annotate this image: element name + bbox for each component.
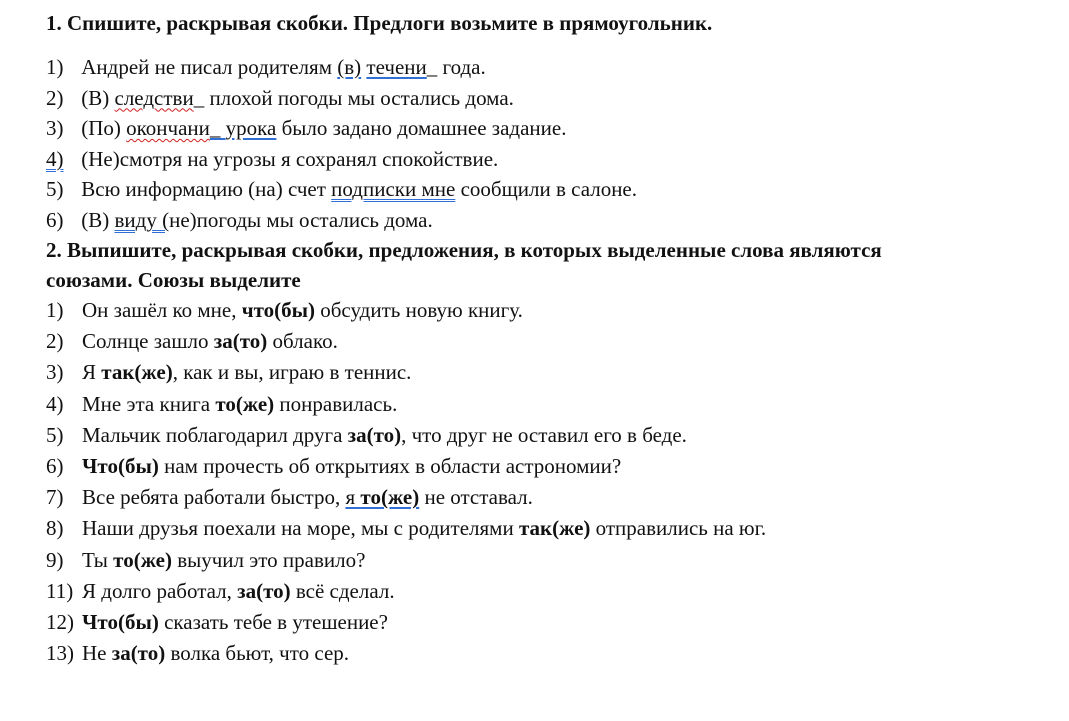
item-text: волка бьют, что сер. (165, 641, 350, 666)
item-number: 1) (46, 55, 64, 79)
item-text: Ты (82, 547, 114, 572)
highlighted-word: так(же) (518, 516, 591, 541)
item-text: облако. (267, 329, 338, 354)
underlined-word: я (345, 485, 361, 510)
task-2-item (46, 545, 1049, 576)
task-2 (46, 235, 1049, 669)
item-number: 4) (46, 391, 64, 416)
task-2-item (46, 638, 1049, 669)
task-2-heading-line-1: 2. Выпишите, раскрывая скобки, предложения, в которых выделенные слова являются (46, 238, 882, 262)
item-number: 5) (46, 422, 64, 447)
item-number: 7) (46, 485, 64, 510)
item-text: , что друг не оставил его в беде. (401, 422, 687, 447)
item-text: сказать тебе в утешение? (158, 610, 388, 635)
item-text: , как и вы, играю в теннис. (172, 360, 412, 385)
item-text: Мальчик поблагодарил друга (82, 422, 348, 447)
task-1 (46, 8, 1049, 235)
item-number: 2) (46, 85, 64, 110)
task-1-item-2 (46, 83, 1049, 114)
item-text: выучил это правило? (171, 547, 366, 572)
item-text: не)погоды мы остались дома. (169, 207, 433, 232)
item-text: не отставал. (419, 485, 533, 510)
highlighted-word: то(же) (215, 391, 275, 416)
task-2-item (46, 420, 1049, 451)
task-2-item (46, 513, 1049, 544)
task-1-item-1 (46, 52, 1049, 83)
task-1-item-4 (46, 144, 1049, 175)
item-number: 4) (46, 146, 64, 171)
item-number: 5) (46, 177, 64, 201)
task-2-item (46, 357, 1049, 388)
item-number: 2) (46, 329, 64, 354)
highlighted-word: что(бы) (241, 298, 315, 322)
task-2-list (46, 295, 1049, 669)
misspelled-word: следстви (114, 85, 194, 110)
misspelled-word: окончани (126, 116, 210, 140)
item-text: сообщили в салоне. (455, 177, 637, 201)
item-text: всё сделал. (290, 578, 395, 603)
item-text: (В) (81, 85, 115, 110)
item-number: 13) (46, 641, 74, 666)
item-text: было задано домашнее задание. (276, 116, 567, 140)
highlighted-word: так(же) (101, 360, 173, 385)
item-text: Солнце зашло (82, 329, 214, 354)
item-text: нам прочесть об открытиях в области астрономии? (158, 454, 622, 479)
item-text: Андрей не писал родителям (81, 55, 338, 79)
task-2-item (46, 482, 1049, 513)
underlined-phrase: подписки мне (331, 177, 456, 201)
underlined-word: урока (225, 116, 277, 140)
item-text: Не (82, 641, 112, 666)
underlined-preposition: (в) (337, 55, 362, 79)
item-text: Я (82, 360, 102, 385)
task-2-item (46, 295, 1049, 326)
misspelled-word: течени (366, 55, 427, 79)
item-text: понравилась. (274, 391, 398, 416)
item-number: 1) (46, 298, 64, 322)
task-2-item (46, 607, 1049, 638)
highlighted-word: то(же) (113, 547, 172, 572)
item-text: Все ребята работали быстро, (82, 485, 346, 510)
item-number: 6) (46, 207, 64, 232)
highlighted-word: Что(бы) (82, 454, 159, 479)
highlighted-word: за(то) (213, 329, 268, 354)
item-text: Я долго работал, (82, 578, 238, 603)
item-number: 3) (46, 116, 64, 140)
task-2-heading (46, 235, 1049, 295)
item-text: _ (209, 116, 226, 140)
underlined-phrase: виду ( (114, 207, 170, 232)
item-text: (В) (81, 207, 115, 232)
item-number: 6) (46, 454, 64, 479)
highlighted-word: за(то) (347, 422, 402, 447)
task-2-item (46, 326, 1049, 357)
item-text: Мне эта книга (82, 391, 216, 416)
item-text: (Не)смотря на угрозы я сохранял спокойствие. (76, 146, 499, 171)
item-number: 11) (46, 578, 74, 603)
task-1-item-6 (46, 205, 1049, 236)
task-2-item (46, 576, 1049, 607)
item-text: _ года. (426, 55, 486, 79)
highlighted-word: за(то) (237, 578, 291, 603)
task-2-item (46, 451, 1049, 482)
item-number: 3) (46, 360, 64, 385)
highlighted-word: то(же) (360, 485, 420, 510)
item-number: 9) (46, 547, 64, 572)
item-number: 8) (46, 516, 64, 541)
task-2-item (46, 389, 1049, 420)
item-text: _ плохой погоды мы остались дома. (193, 85, 514, 110)
highlighted-word: Что(бы) (82, 610, 159, 635)
item-text: Всю информацию (на) счет (81, 177, 332, 201)
item-text: Он зашёл ко мне, (82, 298, 242, 322)
task-1-item-5 (46, 174, 1049, 205)
highlighted-word: за(то) (111, 641, 166, 666)
item-text: (По) (81, 116, 127, 140)
item-text: Наши друзья поехали на море, мы с родителями (82, 516, 519, 541)
item-number: 12) (46, 610, 74, 635)
task-2-heading-line-2: союзами. Союзы выделите (46, 268, 301, 292)
item-text: обсудить новую книгу. (315, 298, 523, 322)
task-1-item-3 (46, 113, 1049, 144)
task-1-heading: 1. Спишите, раскрывая скобки. Предлоги возьмите в прямоугольник. (46, 11, 713, 35)
item-text: отправились на юг. (590, 516, 767, 541)
